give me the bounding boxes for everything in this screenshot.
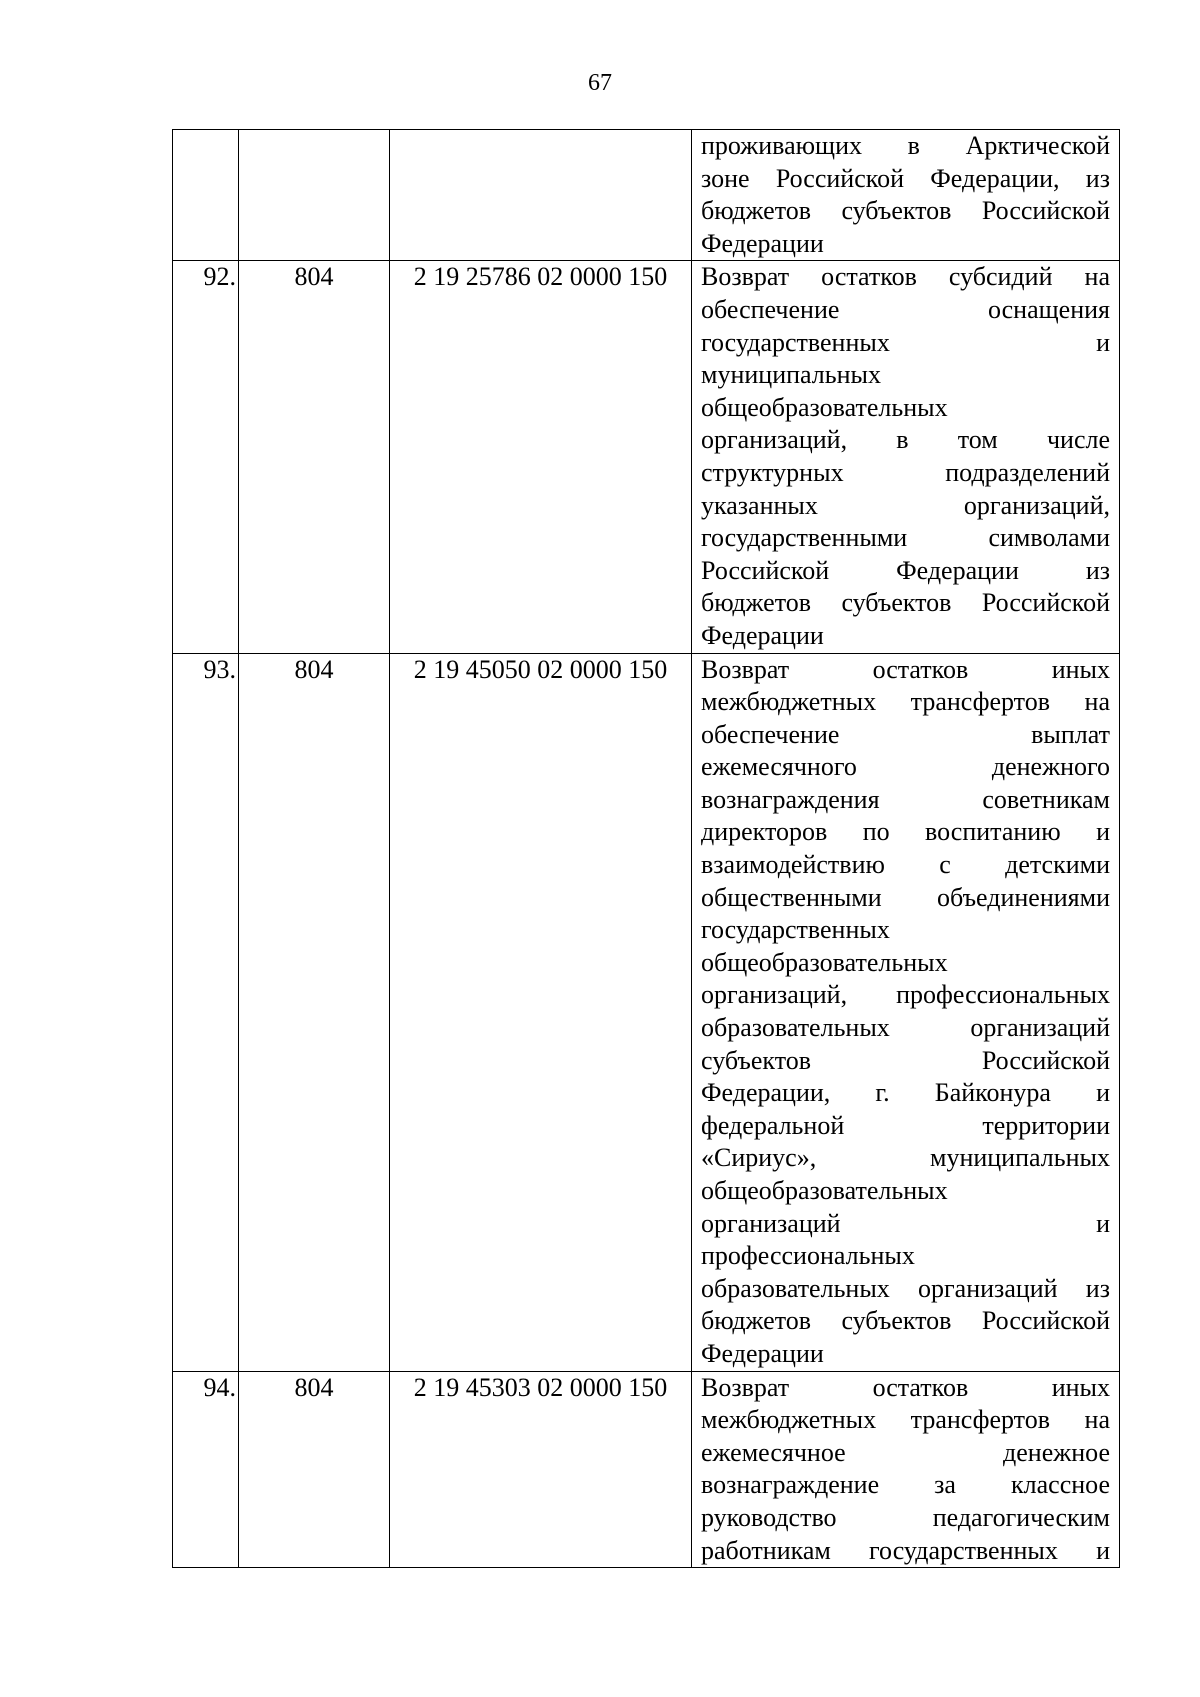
description-line: работникам государственных и	[701, 1535, 1110, 1565]
description-line: общеобразовательных	[701, 1176, 948, 1205]
table-row	[173, 261, 1120, 653]
budget-classification-code-cell	[390, 130, 692, 261]
description-line: структурных подразделений	[701, 457, 1110, 487]
row-number-cell: 92.	[173, 261, 239, 653]
description-line: обеспечение оснащения	[701, 294, 1110, 324]
description-line: государственных	[701, 915, 890, 945]
table-body	[173, 130, 1120, 1568]
description-line: муниципальных	[701, 360, 882, 390]
description-line: федеральной территории	[701, 1110, 1110, 1140]
description-cell	[692, 653, 1120, 1371]
description-line: Возврат остатков иных	[701, 1372, 1110, 1402]
description-line: общественными объединениями	[701, 882, 1110, 912]
table-row	[173, 653, 1120, 1371]
budget-classification-code-cell: 2 19 45303 02 0000 150	[390, 1371, 692, 1568]
description-line: организаций и	[701, 1208, 1110, 1238]
description-cell	[692, 261, 1120, 653]
description-line: межбюджетных трансфертов на	[701, 1405, 1110, 1435]
description-line: образовательных организаций из	[701, 1273, 1110, 1303]
description-line: вознаграждение за классное	[701, 1470, 1110, 1500]
budget-classification-code-cell: 2 19 25786 02 0000 150	[390, 261, 692, 653]
description-line: Возврат остатков субсидий на	[701, 262, 1110, 292]
description-line: Федерации	[701, 228, 824, 258]
description-line: Федерации, г. Байконура и	[701, 1078, 1110, 1108]
description-line: бюджетов субъектов Российской	[701, 1306, 1110, 1336]
description-line: Федерации	[701, 620, 824, 650]
description-line: организаций, в том числе	[701, 425, 1110, 455]
description-line: руководство педагогическим	[701, 1502, 1110, 1532]
description-line: субъектов Российской	[701, 1045, 1110, 1075]
page-number: 67	[588, 70, 612, 96]
description-line: обеспечение выплат	[701, 719, 1110, 749]
description-line: зоне Российской Федерации, из	[701, 163, 1110, 193]
table-row	[173, 1371, 1120, 1568]
description-line: организаций, профессиональных	[701, 980, 1110, 1010]
row-number-cell	[173, 130, 239, 261]
description-line: государственными символами	[701, 523, 1110, 553]
description-line: бюджетов субъектов Российской	[701, 196, 1110, 226]
budget-codes-table	[172, 129, 1120, 1568]
description-line: образовательных организаций	[701, 1013, 1110, 1043]
description-line: «Сириус», муниципальных	[701, 1143, 1110, 1173]
description-line: вознаграждения советникам	[701, 784, 1110, 814]
description-line: общеобразовательных	[701, 392, 948, 422]
description-line: государственных и	[701, 327, 1110, 357]
description-cell	[692, 1371, 1120, 1568]
description-line: профессиональных	[701, 1241, 915, 1271]
administrator-code-cell: 804	[239, 261, 390, 653]
description-line: взаимодействию с детскими	[701, 850, 1110, 880]
administrator-code-cell	[239, 130, 390, 261]
budget-classification-code-cell: 2 19 45050 02 0000 150	[390, 653, 692, 1371]
description-line: Возврат остатков иных	[701, 654, 1110, 684]
administrator-code-cell: 804	[239, 1371, 390, 1568]
description-line: директоров по воспитанию и	[701, 817, 1110, 847]
row-number-cell: 94.	[173, 1371, 239, 1568]
administrator-code-cell: 804	[239, 653, 390, 1371]
description-line: Российской Федерации из	[701, 555, 1110, 585]
description-line: Федерации	[701, 1338, 824, 1368]
description-line: ежемесячное денежное	[701, 1437, 1110, 1467]
description-line: проживающих в Арктической	[701, 131, 1110, 160]
description-line: ежемесячного денежного	[701, 752, 1110, 782]
description-line: общеобразовательных	[701, 947, 948, 977]
description-cell	[692, 130, 1120, 261]
table-row	[173, 130, 1120, 261]
description-line: межбюджетных трансфертов на	[701, 687, 1110, 717]
description-line: указанных организаций,	[701, 490, 1110, 520]
row-number-cell: 93.	[173, 653, 239, 1371]
description-line: бюджетов субъектов Российской	[701, 588, 1110, 618]
